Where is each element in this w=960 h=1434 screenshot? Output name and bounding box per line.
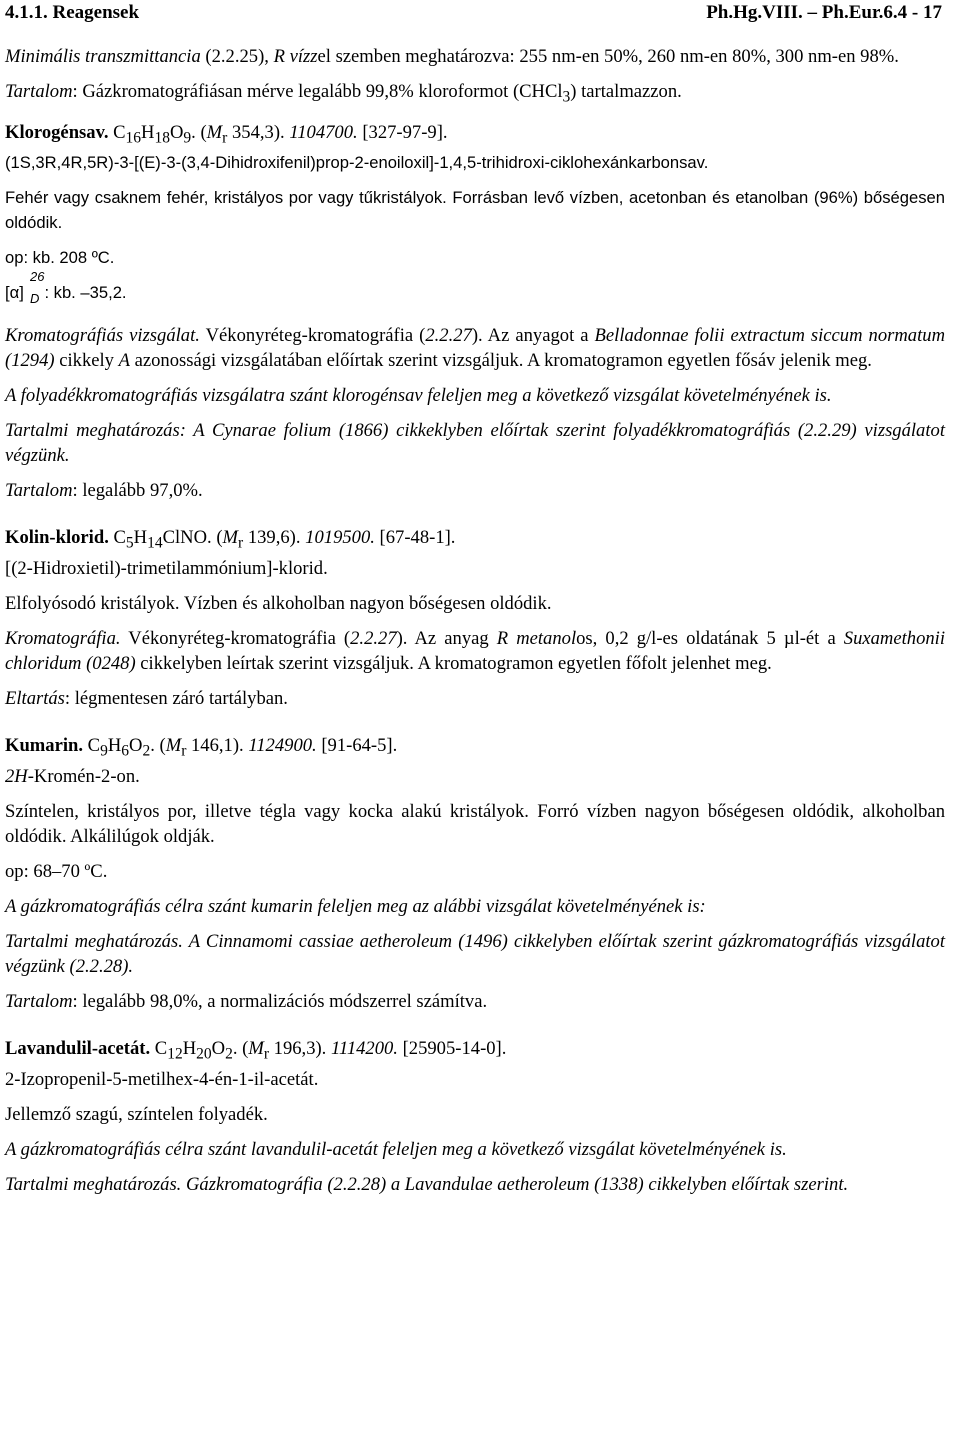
gc-requirement: A gázkromatográfiás célra szánt lavandulil-acetát feleljen meg a következő vizsgálat követelményének is. xyxy=(5,1138,787,1160)
synonym: 2H-Kromén-2-on. xyxy=(5,765,140,787)
lc-requirement: A folyadékkromatográfiás vizsgálatra szánt klorogénsav feleljen meg a következő vizsgálat követelményének is. xyxy=(5,385,832,407)
synonym: [(2-Hidroxietil)-trimetilammónium]-klorid. xyxy=(5,558,328,580)
entry-heading: Lavandulil-acetát. $C_{12}H_{20}O_2$. ($M_r$ 196,3). 1114200. [25905-14-0]. xyxy=(5,1037,507,1063)
entry-heading: Klorogénsav. $C_{16}H_{18}O_9$. ($M_r$ 354,3). 1104700. [327-97-9]. xyxy=(5,121,448,147)
gc-requirement: A gázkromatográfiás célra szánt kumarin feleljen meg az alábbi vizsgálat követelményének is: xyxy=(5,895,706,917)
entry-title: Kumarin. xyxy=(5,735,83,757)
entry-kolin-klorid xyxy=(5,525,945,711)
entry-heading: Kolin-klorid. $C_5H_{14}ClNO$. ($M_r$ 139,6). 1019500. [67-48-1]. xyxy=(5,527,456,553)
melting-point: op: 68–70 ºC. xyxy=(5,860,108,882)
entry-lavandulil-acetat xyxy=(5,1036,945,1197)
chromatography-paragraph: Kromatográfia. Vékonyréteg-kromatográfia (2.2.27). Az anyag R metanolos, 0,2 g/l-es oldatának 5 µl-ét a Suxamethonii chloridum (0248) cikkelyben leírtak szerint vizsgáljuk. A kromatogramon egyetlen főfolt jelenhet meg. xyxy=(5,628,945,675)
chromatography-paragraph: Kromatográfiás vizsgálat. Vékonyréteg-kromatográfia (2.2.27). Az anyagot a Belladonnae folii extractum siccum normatum (1294) cikkely A azonossági vizsgálatában előírtak szerint vizsgáljuk. A kromatogramon egyetlen fősáv jelenik meg. xyxy=(5,325,945,372)
page-header xyxy=(5,0,942,26)
storage: Eltartás: légmentesen záró tartályban. xyxy=(5,688,288,710)
transmittance-paragraph: Minimális transzmittancia (2.2.25), R vízzel szemben meghatározva: 255 nm-en 50%, 260 nm-en 80%, 300 nm-en 98%. xyxy=(5,46,899,67)
header-pharmacopoeia-ref: Ph.Hg.VIII. – Ph.Eur.6.4 - 17 xyxy=(706,2,942,23)
entry-title: Kolin-klorid. xyxy=(5,527,109,549)
melting-point: op: kb. 208 ºC. xyxy=(5,248,115,268)
content-requirement: Tartalom: legalább 97,0%. xyxy=(5,480,203,502)
document-body xyxy=(5,44,945,1207)
description: Elfolyósodó kristályok. Vízben és alkoholban nagyon bőségesen oldódik. xyxy=(5,593,552,615)
entry-kumarin xyxy=(5,733,945,1014)
assay-paragraph: Tartalmi meghatározás. Gázkromatográfia (2.2.28) a Lavandulae aetheroleum (1338) cikkelyben előírtak szerint. xyxy=(5,1173,849,1195)
description: Fehér vagy csaknem fehér, kristályos por vagy tűkristályok. Forrásban levő vízben, acetonban és etanolban (96%) bőségesen oldódik. xyxy=(5,188,945,233)
description: Színtelen, kristályos por, illetve tégla vagy kocka alakú kristályok. Forró vízben nagyon bőségesen oldódik, alkoholban oldódik. Alkálilúgok oldják. xyxy=(5,800,945,847)
description: Jellemző szagú, színtelen folyadék. xyxy=(5,1103,268,1125)
header-section-title: 4.1.1. Reagensek xyxy=(5,2,140,23)
entry-klorogensav xyxy=(5,120,945,504)
synonym: 2-Izopropenil-5-metilhex-4-én-1-il-acetát. xyxy=(5,1068,319,1090)
entry-heading: Kumarin. $C_9H_6O_2$. ($M_r$ 146,1). 1124900. [91-64-5]. xyxy=(5,735,398,760)
optical-rotation: [α] 26 D : kb. –35,2. xyxy=(5,269,127,307)
entry-title: Lavandulil-acetát. xyxy=(5,1037,151,1059)
entry-title: Klorogénsav. xyxy=(5,121,109,143)
iupac-name: (1S,3R,4R,5R)-3-[(E)-3-(3,4-Dihidroxifenil)prop-2-enoiloxil]-1,4,5-trihidroxi-ciklohexánkarbonsav. xyxy=(5,153,709,173)
assay-paragraph: Tartalmi meghatározás. A Cinnamomi cassiae aetheroleum (1496) cikkelyben előírtak szerint gázkromatográfiás vizsgálatot végzünk (2.2.28). xyxy=(5,930,945,977)
assay-paragraph: Tartalmi meghatározás: A Cynarae folium (1866) cikkeklyben előírtak szerint folyadékkromatográfiás (2.2.29) vizsgálatot végzünk. xyxy=(5,420,945,467)
content-paragraph: Tartalom: Gázkromatográfiásan mérve legalább 99,8% kloroformot (CHCl$_3$) tartalmazzon. xyxy=(5,81,682,106)
content-requirement: Tartalom: legalább 98,0%, a normalizációs módszerrel számítva. xyxy=(5,990,488,1012)
